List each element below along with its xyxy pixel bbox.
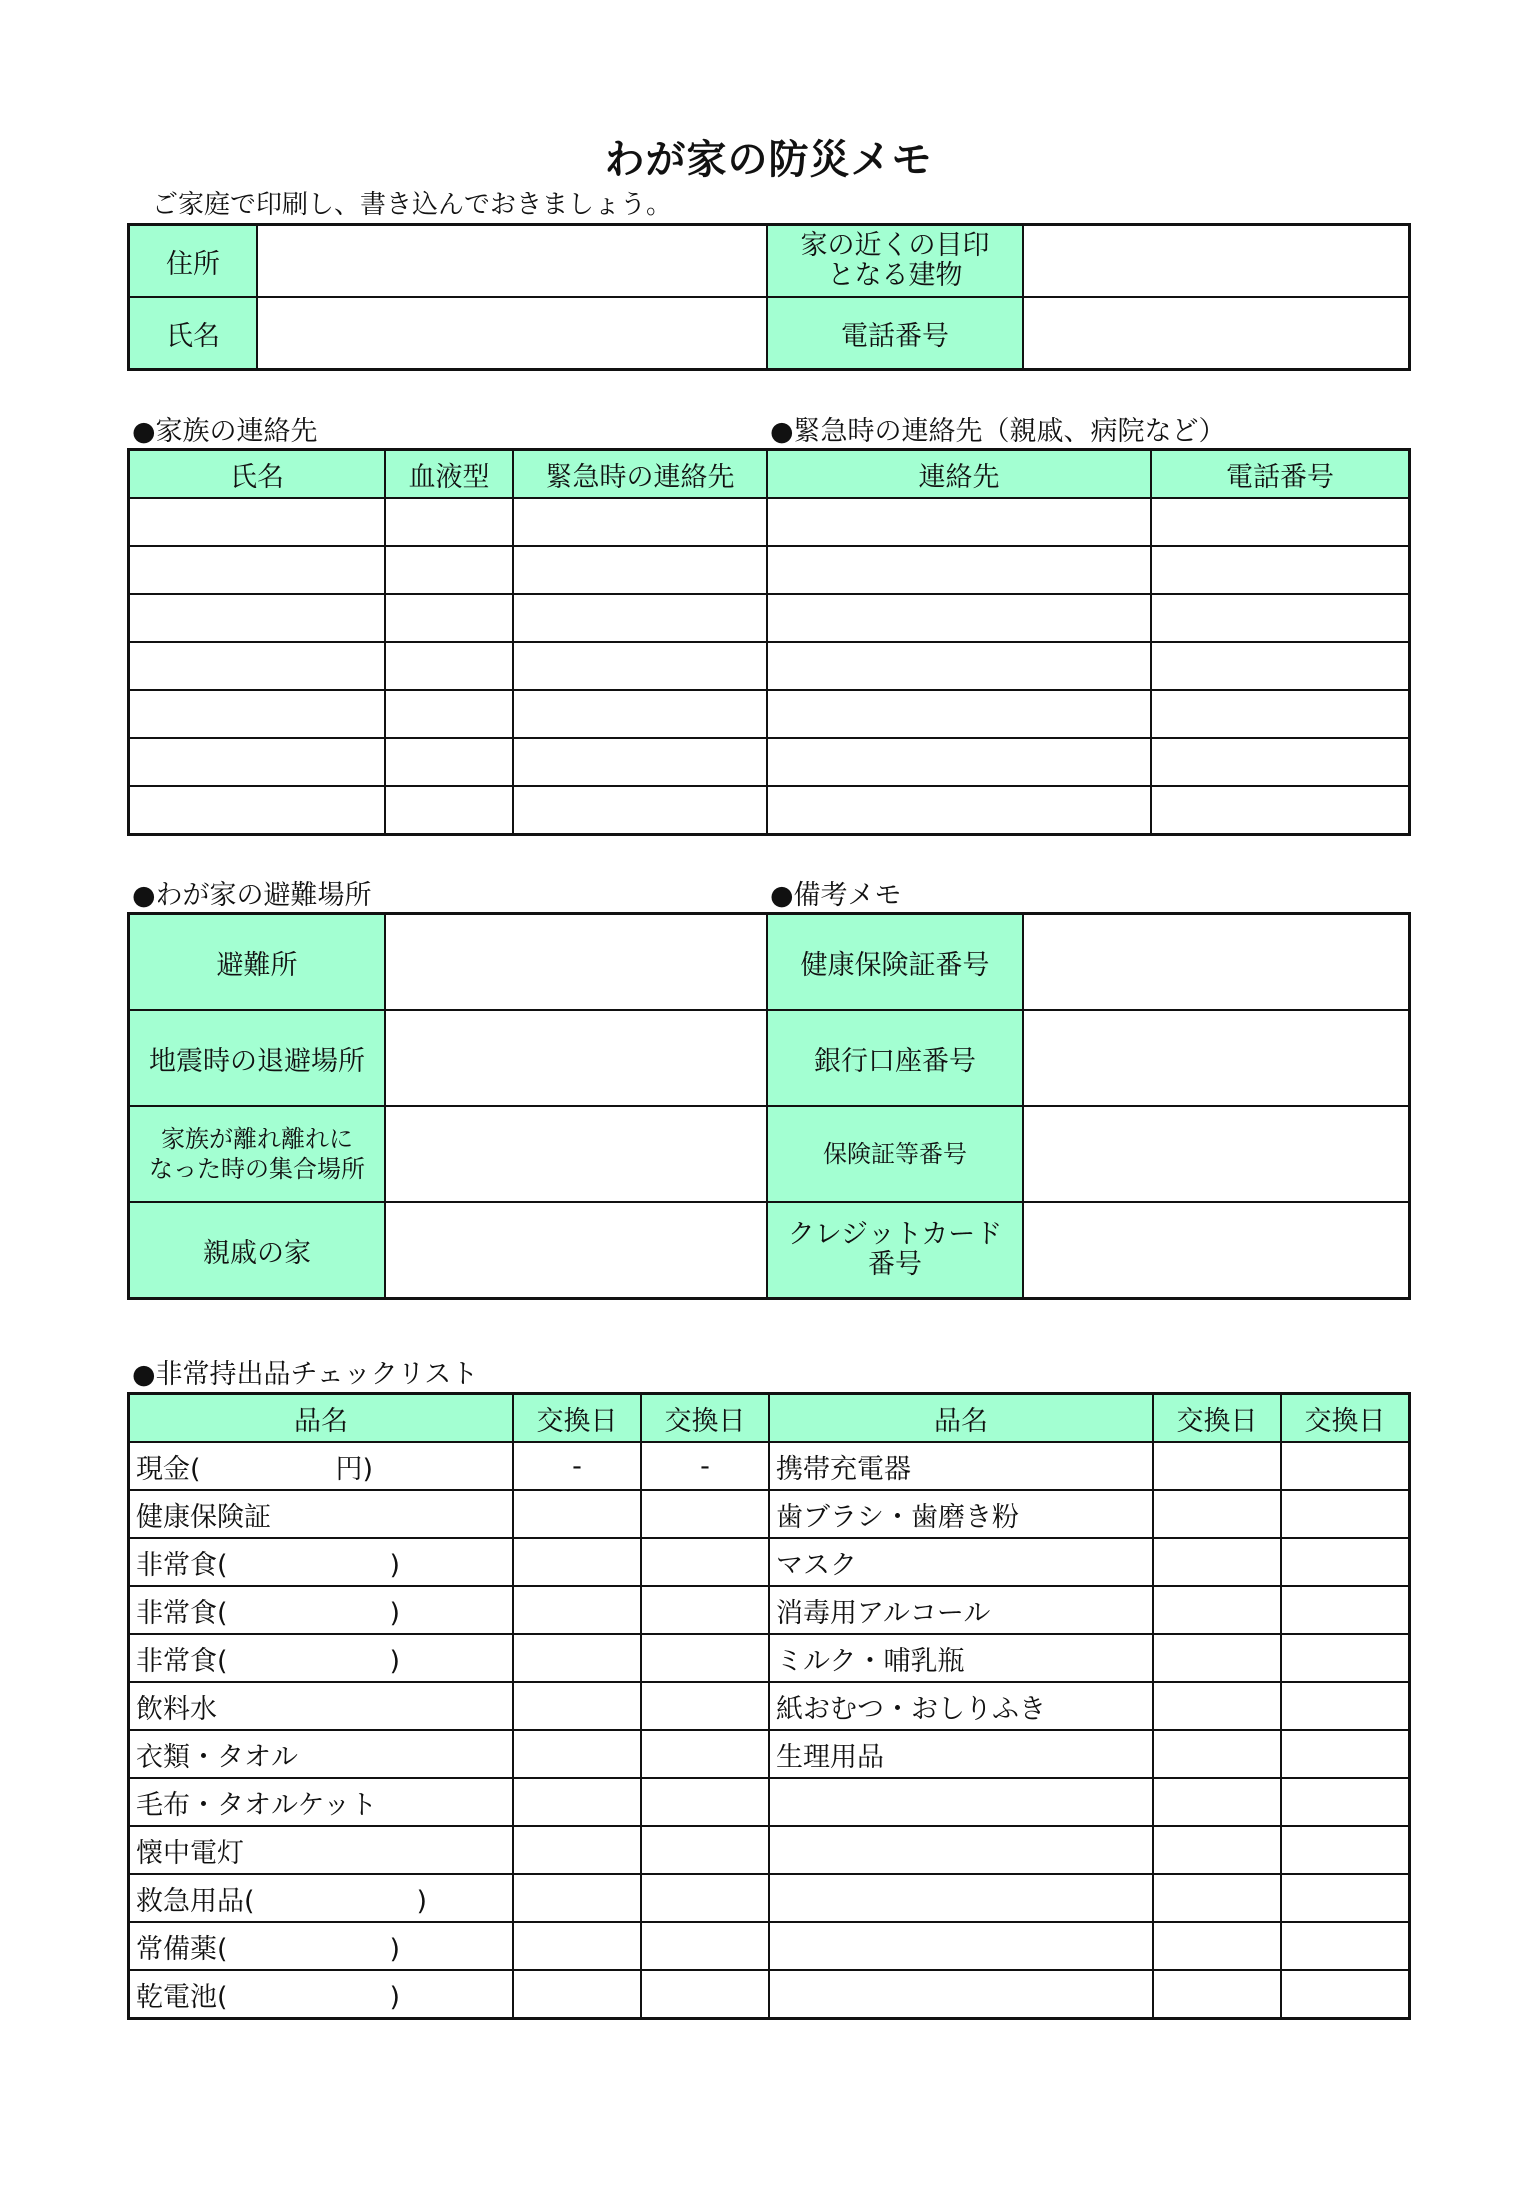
emergency-phone-cell[interactable] [1151, 498, 1409, 546]
contact-row [129, 642, 1409, 690]
checklist-item-left: 毛布・タオルケット [129, 1778, 513, 1826]
checklist-date-right-cell[interactable] [1281, 1970, 1409, 2018]
checklist-date-right-cell[interactable] [1281, 1490, 1409, 1538]
checklist-date-right-cell[interactable] [1153, 1490, 1281, 1538]
family-meeting-place-label: 家族が離れ離れに なった時の集合場所 [129, 1106, 385, 1202]
checklist-row [129, 1730, 1409, 1778]
health-insurance-number-field[interactable] [1023, 914, 1409, 1010]
emergency-phone-cell[interactable] [1151, 594, 1409, 642]
family-meeting-place-field[interactable] [385, 1106, 767, 1202]
checklist-rows [129, 1442, 1409, 2018]
family-blood-type-cell[interactable] [385, 594, 513, 642]
credit-card-number-field[interactable] [1023, 1202, 1409, 1298]
checklist-row [129, 1826, 1409, 1874]
checklist-date-left-cell[interactable] [641, 1634, 769, 1682]
emergency-contact-cell[interactable] [767, 498, 1151, 546]
checklist-date-right-cell[interactable] [1153, 1874, 1281, 1922]
checklist-date-left-cell[interactable] [641, 1922, 769, 1970]
checklist-item-left: 健康保険証 [129, 1490, 513, 1538]
checklist-item-right [769, 1922, 1153, 1970]
checklist-date-left-cell[interactable] [513, 1730, 641, 1778]
family-name-cell[interactable] [129, 642, 385, 690]
contact-row [129, 738, 1409, 786]
checklist-col-item-right: 品名 [769, 1394, 1153, 1442]
address-label: 住所 [129, 225, 257, 297]
contacts-rows [129, 498, 1409, 834]
checklist-item-left: 飲料水 [129, 1682, 513, 1730]
family-name-cell[interactable] [129, 594, 385, 642]
checklist-col-date-left-1: 交換日 [513, 1394, 641, 1442]
contact-row [129, 690, 1409, 738]
earthquake-refuge-field[interactable] [385, 1010, 767, 1106]
emergency-phone-cell[interactable] [1151, 642, 1409, 690]
checklist-date-right-cell[interactable] [1281, 1730, 1409, 1778]
checklist-date-left-cell[interactable] [641, 1826, 769, 1874]
basic-info-table [128, 224, 1410, 370]
family-emergency-cell[interactable] [513, 690, 767, 738]
page-subtitle: ご家庭で印刷し、書き込んでおきましょう。 [152, 190, 673, 220]
emergency-contact-cell[interactable] [767, 642, 1151, 690]
landmark-field[interactable] [1023, 225, 1409, 297]
checklist-date-left-cell[interactable] [513, 1490, 641, 1538]
evacuation-shelter-label: 避難所 [129, 914, 385, 1010]
evacuation-shelter-field[interactable] [385, 914, 767, 1010]
checklist-date-left-cell[interactable] [513, 1586, 641, 1634]
checklist-item-right: ミルク・哺乳瓶 [769, 1634, 1153, 1682]
page-title: わが家の防災メモ [604, 137, 933, 183]
emergency-contact-cell[interactable] [767, 690, 1151, 738]
checklist-date-right-cell[interactable] [1281, 1538, 1409, 1586]
checklist-date-right-cell[interactable] [1153, 1538, 1281, 1586]
family-emergency-cell[interactable] [513, 498, 767, 546]
checklist-date-left-cell[interactable]: - [513, 1442, 641, 1490]
checklist-date-left-cell[interactable] [513, 1778, 641, 1826]
relatives-home-label: 親戚の家 [129, 1202, 385, 1298]
checklist-item-right [769, 1826, 1153, 1874]
checklist-date-right-cell[interactable] [1153, 1442, 1281, 1490]
relatives-home-field[interactable] [385, 1202, 767, 1298]
family-blood-type-cell[interactable] [385, 546, 513, 594]
contact-row [129, 546, 1409, 594]
checklist-date-right-cell[interactable] [1281, 1586, 1409, 1634]
checklist-date-left-cell[interactable] [641, 1586, 769, 1634]
checklist-date-left-cell[interactable] [513, 1922, 641, 1970]
evacuation-notes-table [128, 913, 1410, 1299]
emergency-contact-cell[interactable] [767, 786, 1151, 834]
checklist-row [129, 1586, 1409, 1634]
phone-label: 電話番号 [767, 297, 1023, 369]
checklist-row [129, 1538, 1409, 1586]
checklist-row [129, 1970, 1409, 2018]
family-blood-type-cell[interactable] [385, 738, 513, 786]
checklist-row [129, 1922, 1409, 1970]
checklist-col-date-left-2: 交換日 [641, 1394, 769, 1442]
checklist-item-left: 非常食( ) [129, 1586, 513, 1634]
family-contacts-heading: ●家族の連絡先 [132, 416, 318, 447]
checklist-item-right [769, 1778, 1153, 1826]
checklist-item-right: 携帯充電器 [769, 1442, 1153, 1490]
checklist-date-left-cell[interactable] [641, 1490, 769, 1538]
family-name-cell[interactable] [129, 546, 385, 594]
checklist-date-left-cell[interactable] [513, 1874, 641, 1922]
checklist-date-left-cell[interactable] [513, 1634, 641, 1682]
family-col-blood-type: 血液型 [385, 450, 513, 498]
contacts-table [128, 449, 1410, 835]
checklist-item-right: 歯ブラシ・歯磨き粉 [769, 1490, 1153, 1538]
emergency-col-contact: 連絡先 [767, 450, 1151, 498]
family-col-name: 氏名 [129, 450, 385, 498]
checklist-row [129, 1682, 1409, 1730]
insurance-card-number-field[interactable] [1023, 1106, 1409, 1202]
checklist-date-right-cell[interactable] [1153, 1922, 1281, 1970]
name-label: 氏名 [129, 297, 257, 369]
checklist-date-left-cell[interactable] [641, 1874, 769, 1922]
checklist-col-date-right-1: 交換日 [1153, 1394, 1281, 1442]
checklist-date-right-cell[interactable] [1153, 1586, 1281, 1634]
checklist-date-left-cell[interactable] [513, 1970, 641, 2018]
emergency-contact-cell[interactable] [767, 594, 1151, 642]
checklist-item-left: 乾電池( ) [129, 1970, 513, 2018]
checklist-date-right-cell[interactable] [1153, 1778, 1281, 1826]
checklist-row [129, 1490, 1409, 1538]
checklist-col-item-left: 品名 [129, 1394, 513, 1442]
family-name-cell[interactable] [129, 738, 385, 786]
checklist-date-right-cell[interactable] [1281, 1826, 1409, 1874]
checklist-date-left-cell[interactable] [513, 1826, 641, 1874]
checklist-date-right-cell[interactable] [1153, 1970, 1281, 2018]
family-blood-type-cell[interactable] [385, 786, 513, 834]
emergency-contacts-heading: ●緊急時の連絡先（親戚、病院など） [770, 416, 1226, 447]
family-blood-type-cell[interactable] [385, 498, 513, 546]
family-col-emergency-contact: 緊急時の連絡先 [513, 450, 767, 498]
emergency-phone-cell[interactable] [1151, 546, 1409, 594]
insurance-card-number-label: 保険証等番号 [767, 1106, 1023, 1202]
evacuation-heading: ●わが家の避難場所 [132, 880, 372, 911]
checklist-date-right-cell[interactable] [1281, 1442, 1409, 1490]
emergency-contact-cell[interactable] [767, 546, 1151, 594]
health-insurance-number-label: 健康保険証番号 [767, 914, 1023, 1010]
notes-heading: ●備考メモ [770, 880, 902, 911]
checklist-heading: ●非常持出品チェックリスト [132, 1359, 479, 1390]
checklist-date-left-cell[interactable] [513, 1682, 641, 1730]
checklist-date-right-cell[interactable] [1153, 1730, 1281, 1778]
checklist-row [129, 1874, 1409, 1922]
earthquake-refuge-label: 地震時の退避場所 [129, 1010, 385, 1106]
checklist-date-right-cell[interactable] [1281, 1634, 1409, 1682]
checklist-date-left-cell[interactable] [641, 1538, 769, 1586]
checklist-item-right: 生理用品 [769, 1730, 1153, 1778]
checklist-item-right: マスク [769, 1538, 1153, 1586]
family-emergency-cell[interactable] [513, 642, 767, 690]
checklist-date-left-cell[interactable] [513, 1538, 641, 1586]
checklist-item-left: 非常食( ) [129, 1538, 513, 1586]
checklist-date-right-cell[interactable] [1153, 1634, 1281, 1682]
checklist-item-left: 現金( 円) [129, 1442, 513, 1490]
checklist-item-left: 救急用品( ) [129, 1874, 513, 1922]
checklist-date-right-cell[interactable] [1281, 1922, 1409, 1970]
family-blood-type-cell[interactable] [385, 642, 513, 690]
family-name-cell[interactable] [129, 786, 385, 834]
address-field[interactable] [257, 225, 767, 297]
emergency-contact-cell[interactable] [767, 738, 1151, 786]
checklist-date-right-cell[interactable] [1281, 1874, 1409, 1922]
family-emergency-cell[interactable] [513, 738, 767, 786]
checklist-row [129, 1442, 1409, 1490]
checklist-item-left: 衣類・タオル [129, 1730, 513, 1778]
bank-account-number-field[interactable] [1023, 1010, 1409, 1106]
emergency-col-phone: 電話番号 [1151, 450, 1409, 498]
checklist-date-right-cell[interactable] [1153, 1682, 1281, 1730]
checklist-item-right: 紙おむつ・おしりふき [769, 1682, 1153, 1730]
bank-account-number-label: 銀行口座番号 [767, 1010, 1023, 1106]
family-emergency-cell[interactable] [513, 546, 767, 594]
checklist-date-left-cell[interactable] [641, 1778, 769, 1826]
checklist-item-left: 非常食( ) [129, 1634, 513, 1682]
name-field[interactable] [257, 297, 767, 369]
contact-row [129, 498, 1409, 546]
checklist-date-left-cell[interactable] [641, 1730, 769, 1778]
checklist-date-left-cell[interactable]: - [641, 1442, 769, 1490]
checklist-date-left-cell[interactable] [641, 1970, 769, 2018]
emergency-phone-cell[interactable] [1151, 786, 1409, 834]
checklist-item-right: 消毒用アルコール [769, 1586, 1153, 1634]
family-name-cell[interactable] [129, 690, 385, 738]
checklist-item-left: 懐中電灯 [129, 1826, 513, 1874]
landmark-label: 家の近くの目印 となる建物 [767, 225, 1023, 297]
checklist-date-right-cell[interactable] [1281, 1682, 1409, 1730]
contact-row [129, 786, 1409, 834]
emergency-phone-cell[interactable] [1151, 690, 1409, 738]
checklist-date-right-cell[interactable] [1281, 1778, 1409, 1826]
checklist-item-right [769, 1970, 1153, 2018]
credit-card-number-label: クレジットカード 番号 [767, 1202, 1023, 1298]
checklist-row [129, 1778, 1409, 1826]
family-name-cell[interactable] [129, 498, 385, 546]
family-emergency-cell[interactable] [513, 594, 767, 642]
checklist-date-right-cell[interactable] [1153, 1826, 1281, 1874]
family-emergency-cell[interactable] [513, 786, 767, 834]
checklist-item-left: 常備薬( ) [129, 1922, 513, 1970]
contact-row [129, 594, 1409, 642]
family-blood-type-cell[interactable] [385, 690, 513, 738]
checklist-date-left-cell[interactable] [641, 1682, 769, 1730]
checklist-item-right [769, 1874, 1153, 1922]
checklist-row [129, 1634, 1409, 1682]
checklist-col-date-right-2: 交換日 [1281, 1394, 1409, 1442]
phone-field[interactable] [1023, 297, 1409, 369]
checklist-table [128, 1393, 1410, 2019]
emergency-phone-cell[interactable] [1151, 738, 1409, 786]
